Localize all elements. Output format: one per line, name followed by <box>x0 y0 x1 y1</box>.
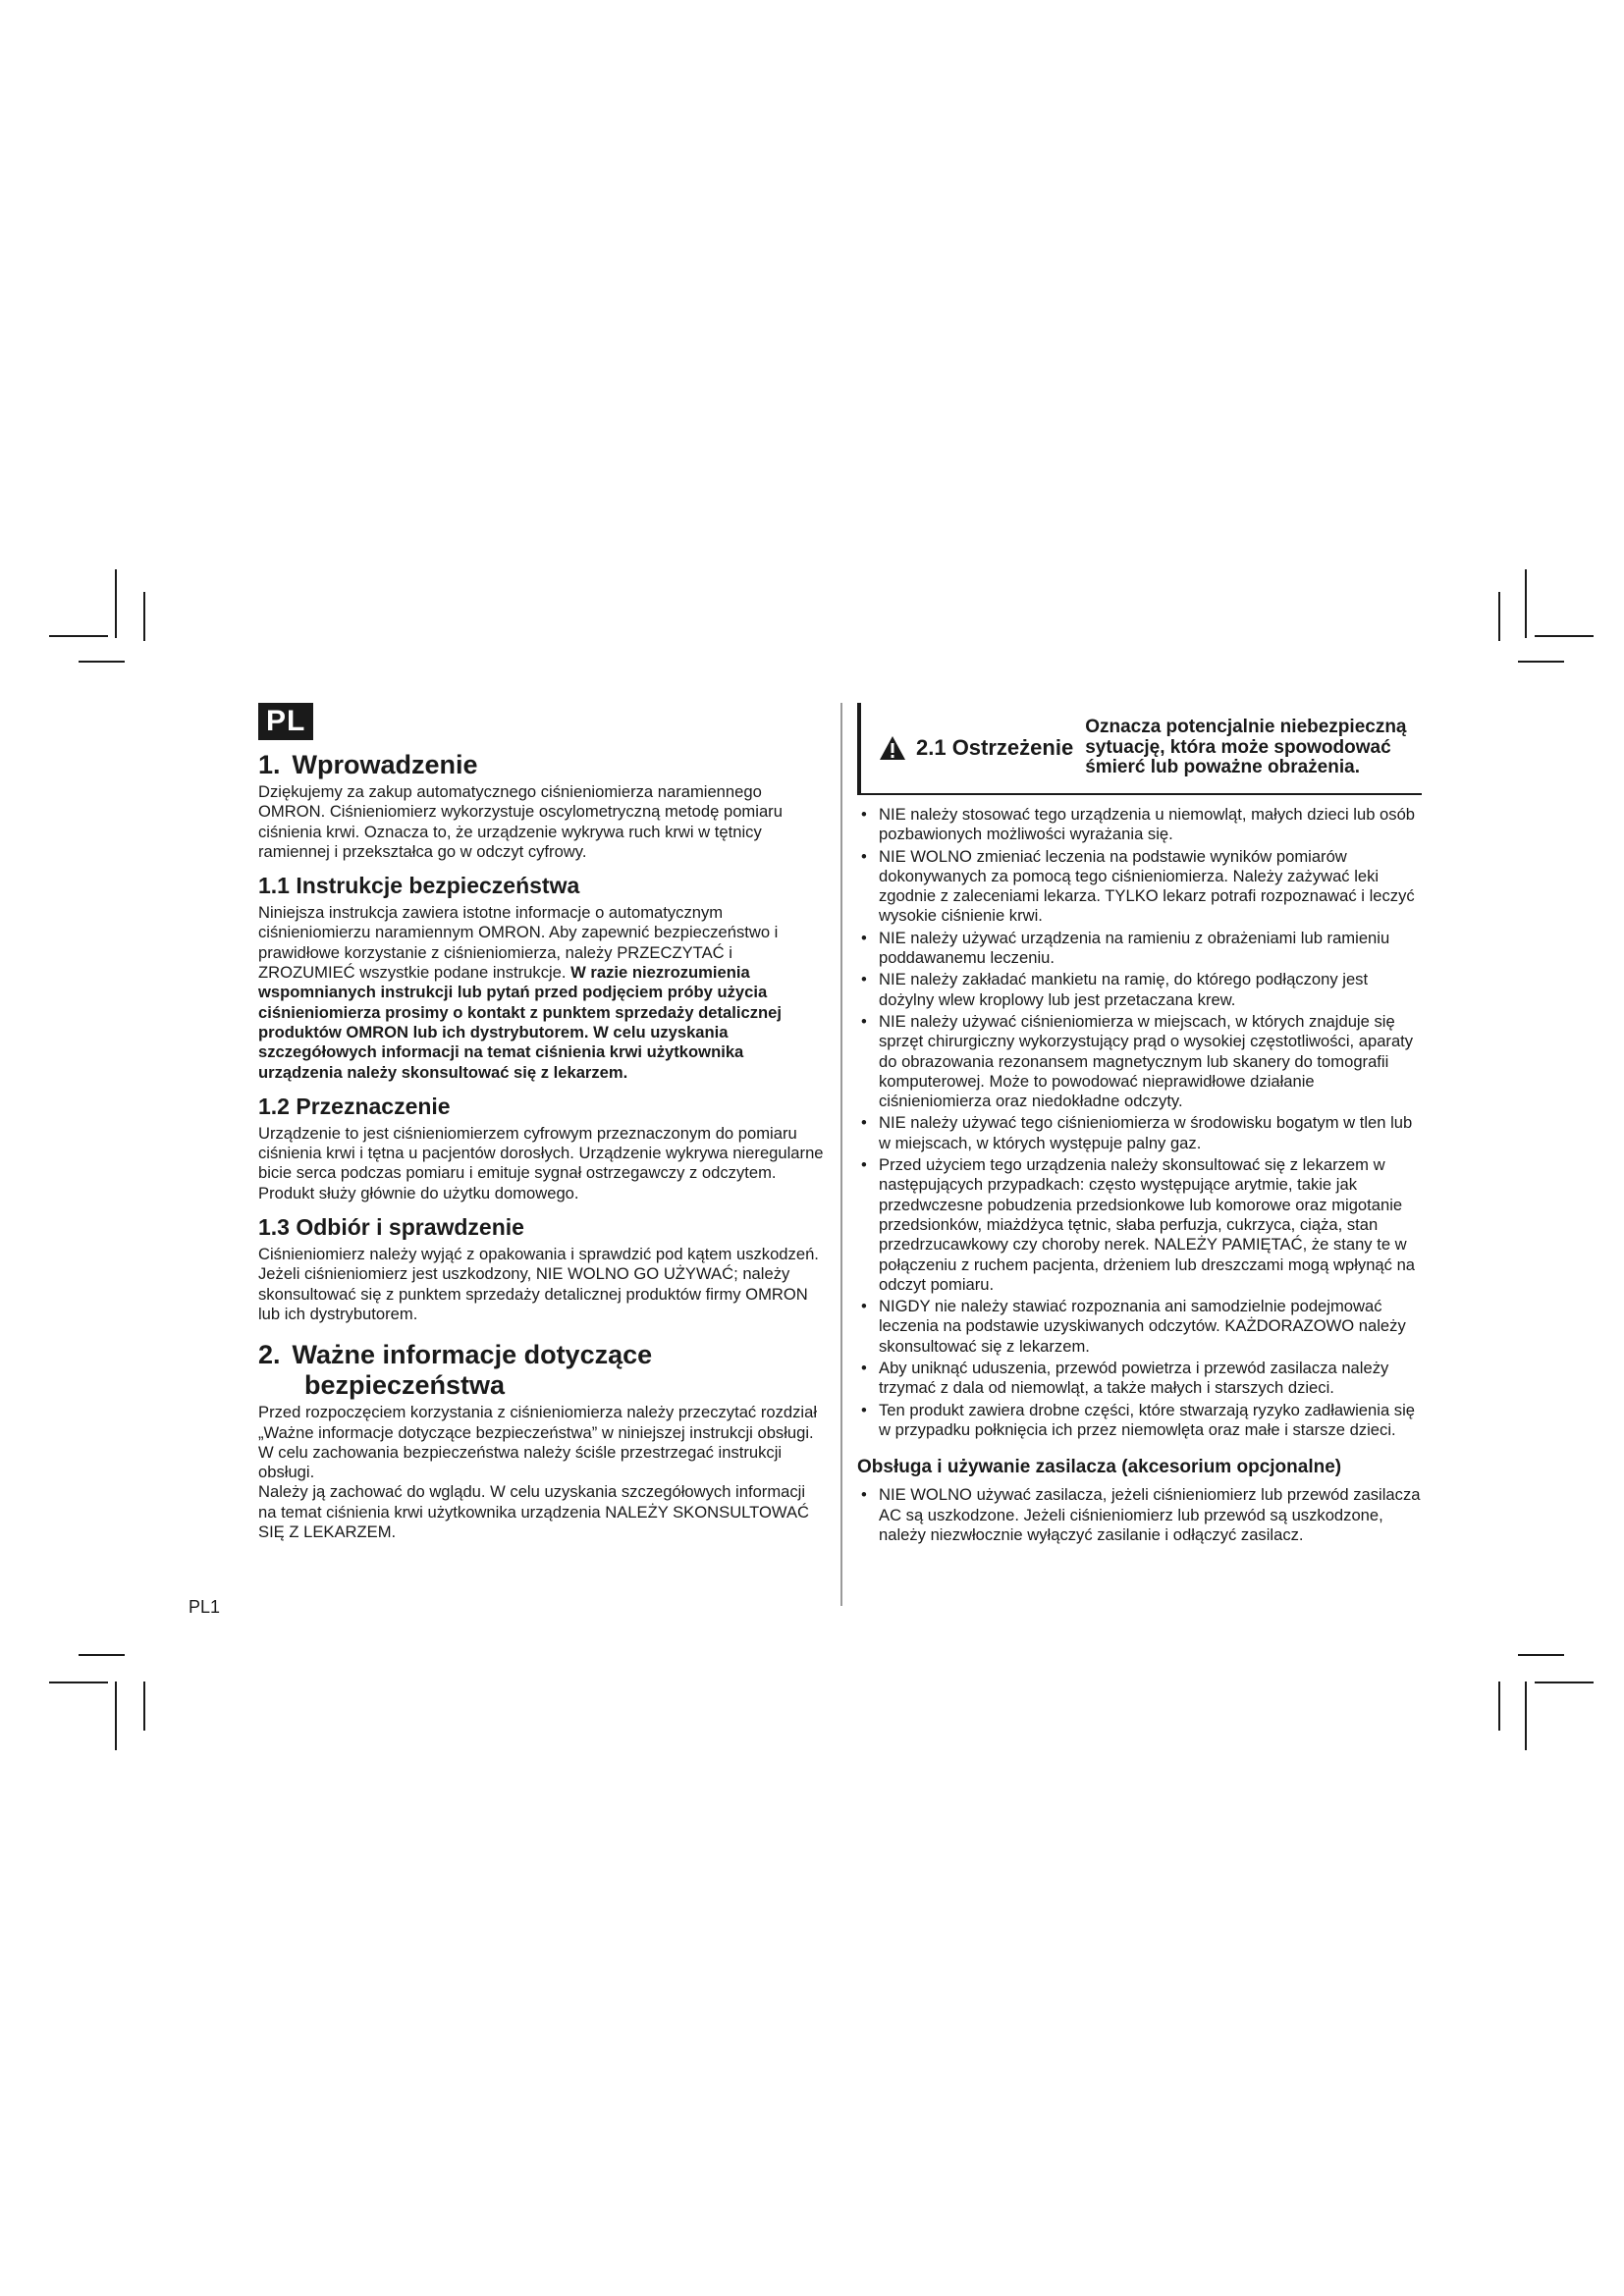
bullet-marker: • <box>861 1297 867 1316</box>
warning-list <box>857 805 1422 1440</box>
right-column <box>857 703 1422 1547</box>
adapter-heading: Obsługa i używanie zasilacza (akcesorium opcjonalne) <box>857 1457 1342 1478</box>
bullet-marker: • <box>861 1011 867 1031</box>
left-column <box>258 703 828 1542</box>
list-item-text: Przed użyciem tego urządzenia należy skonsultować się z lekarzem w następujących przypadkach: często występujące arytmie, takie jak przedwczesne pobudzenia przedsionkowe lub komorowe oraz migotanie przedsionków, miażdżyca tętnic, słaba perfuzja, cukrzyca, ciąża, stan przedrzucawkowy czy choroby nerek. NALEŻY PAMIĘTAĆ, że stany te w połączeniu z ruchem pacjenta, drżeniem lub dreszczami mogą wpłynąć na odczyt pomiaru. <box>879 1155 1416 1294</box>
bullet-marker: • <box>861 1359 867 1378</box>
crop-mark <box>1518 1654 1564 1656</box>
list-item <box>857 1401 1422 1441</box>
list-item-text: NIE należy stosować tego urządzenia u niemowląt, małych dzieci lub osób pozbawionych możliwości wyrażania się. <box>879 805 1416 844</box>
list-item <box>857 1485 1422 1545</box>
list-item-text: NIE należy używać tego ciśnieniomierza w środowisku bogatym w tlen lub w miejscach, w których występuje palny gaz. <box>879 1113 1413 1152</box>
bullet-marker: • <box>861 846 867 866</box>
warning-header <box>857 703 1422 795</box>
intended-use-text: Urządzenie to jest ciśnieniomierzem cyfrowym przeznaczonym do pomiaru ciśnienia krwi i tętna u pacjentów dorosłych. Urządzenie wykrywa nieregularne bicie serca podczas pomiaru i emituje sygnał ostrzegawczy z odczytem. Produkt służy głównie do użytku domowego. <box>258 1123 824 1202</box>
crop-mark <box>1535 635 1594 637</box>
section-title: Wprowadzenie <box>292 750 478 779</box>
list-item <box>857 805 1422 845</box>
list-item-text: NIE WOLNO zmieniać leczenia na podstawie wyników pomiarów dokonywanych za pomocą tego ciśnieniomierza. Należy zażywać leki zgodnie z zaleceniami lekarza. TYLKO lekarz potrafi rozpoznawać i leczyć wysokie ciśnienie krwi. <box>879 846 1415 926</box>
list-item-text: NIE należy używać urządzenia na ramieniu z obrażeniami lub ramieniu poddawanemu leczeniu. <box>879 928 1390 968</box>
section-number: 2. <box>258 1340 281 1370</box>
important-info-text-1: Przed rozpoczęciem korzystania z ciśnieniomierza należy przeczytać rozdział „Ważne informacje dotyczące bezpieczeństwa” w niniejszej instrukcji obsługi. W celu zachowania bezpieczeństwa należy ściśle przestrzegać instrukcji obsługi. <box>258 1403 818 1482</box>
warning-description: Oznacza potencjalnie niebezpieczną sytuację, która może spowodować śmierć lub poważne obrażenia. <box>1085 717 1407 778</box>
bullet-marker: • <box>861 1113 867 1133</box>
warning-title-text: 2.1 Ostrzeżenie <box>916 735 1074 760</box>
crop-mark <box>143 592 145 641</box>
bullet-marker: • <box>861 1400 867 1419</box>
section-2-heading <box>258 1340 828 1401</box>
list-item <box>857 929 1422 969</box>
crop-mark <box>115 1682 117 1750</box>
safety-bold-text: W razie niezrozumienia wspomnianych instrukcji lub pytań przed podjęciem próby użycia ciśnieniomierza prosimy o kontakt z punktem sprzedaży detalicznej produktów OMRON lub ich dystrybutorem. W celu uzyskania szczegółowych informacji na temat ciśnienia krwi użytkownika urządzenia należy skonsultować się z lekarzem. <box>258 963 782 1082</box>
section-title-line2: bezpieczeństwa <box>304 1370 506 1401</box>
crop-mark <box>79 1654 125 1656</box>
section-number: 1. <box>258 750 281 779</box>
bullet-marker: • <box>861 1485 867 1505</box>
safety-plain-text: Niniejsza instrukcja zawiera istotne informacje o automatycznym ciśnieniomierzu naramiennym OMRON. Aby zapewnić bezpieczeństwo i prawidłowe korzystanie z ciśnieniomierza, należy PRZECZYTAĆ i ZROZUMIEĆ wszystkie podane instrukcje. <box>258 903 779 983</box>
language-badge: PL <box>258 703 313 740</box>
list-item <box>857 1012 1422 1111</box>
important-info-text-2: Należy ją zachować do wglądu. W celu uzyskania szczegółowych informacji na temat ciśnienia krwi użytkownika urządzenia NALEŻY SKONSULTOWAĆ SIĘ Z LEKARZEM. <box>258 1482 810 1542</box>
crop-mark <box>79 661 125 663</box>
warning-triangle-icon <box>879 735 906 761</box>
section-title-line1: Ważne informacje dotyczące <box>292 1340 653 1370</box>
intro-text: Dziękujemy za zakup automatycznego ciśnieniomierza naramiennego OMRON. Ciśnieniomierz wykorzystuje oscylometryczną metodę pomiaru ciśnienia krwi. Oznacza to, że urządzenie wykrywa ruch krwi w tętnicy ramiennej i przekształca go w odczyt cyfrowy. <box>258 782 783 861</box>
list-item <box>857 1113 1422 1153</box>
bullet-marker: • <box>861 805 867 824</box>
list-item-text: NIE należy zakładać mankietu na ramię, do którego podłączony jest dożylny wlew kroplowy lub jest przetaczana krew. <box>879 970 1369 1009</box>
list-item <box>857 847 1422 927</box>
section-1-2-heading: 1.2 Przeznaczenie <box>258 1093 451 1119</box>
crop-mark <box>1535 1682 1594 1683</box>
crop-mark <box>1525 569 1527 638</box>
warning-title <box>879 735 1073 761</box>
receipt-inspection-text: Ciśnieniomierz należy wyjąć z opakowania i sprawdzić pod kątem uszkodzeń. Jeżeli ciśnieniomierz jest uszkodzony, NIE WOLNO GO UŻYWAĆ; należy skonsultować się z punktem sprzedaży detalicznej produktów firmy OMRON lub ich dystrybutorem. <box>258 1245 819 1323</box>
list-item-text: NIE WOLNO używać zasilacza, jeżeli ciśnieniomierz lub przewód zasilacza AC są uszkodzone. Jeżeli ciśnieniomierz lub przewód są uszkodzone, należy niezwłocznie wyłączyć zasilanie i odłączyć zasilacz. <box>879 1485 1421 1544</box>
bullet-marker: • <box>861 928 867 947</box>
crop-mark <box>1525 1682 1527 1750</box>
crop-mark <box>143 1682 145 1731</box>
list-item-text: Aby uniknąć uduszenia, przewód powietrza i przewód zasilacza należy trzymać z dala od niemowląt, a także małych i starszych dzieci. <box>879 1359 1389 1398</box>
bullet-marker: • <box>861 1155 867 1175</box>
crop-mark <box>49 1682 108 1683</box>
crop-mark <box>1498 1682 1500 1731</box>
bullet-marker: • <box>861 970 867 989</box>
list-item <box>857 1359 1422 1399</box>
list-item-text: NIGDY nie należy stawiać rozpoznania ani samodzielnie podejmować leczenia na podstawie uzyskiwanych odczytów. KAŻDORAZOWO należy skonsultować się z lekarzem. <box>879 1297 1406 1356</box>
section-1-3-heading: 1.3 Odbiór i sprawdzenie <box>258 1214 524 1241</box>
crop-mark <box>1518 661 1564 663</box>
crop-mark <box>1498 592 1500 641</box>
crop-mark <box>115 569 117 638</box>
section-1-heading <box>258 750 828 780</box>
list-item <box>857 1297 1422 1357</box>
safety-instructions-text <box>258 903 828 1083</box>
list-item-text: Ten produkt zawiera drobne części, które stwarzają ryzyko zadławienia się w przypadku połknięcia ich przez niemowlęta oraz małe i starsze dzieci. <box>879 1400 1415 1439</box>
list-item <box>857 970 1422 1010</box>
crop-mark <box>49 635 108 637</box>
section-1-1-heading: 1.1 Instrukcje bezpieczeństwa <box>258 873 580 899</box>
list-item <box>857 1155 1422 1295</box>
list-item-text: NIE należy używać ciśnieniomierza w miejscach, w których znajduje się sprzęt chirurgiczny wykorzystujący prąd o wysokiej częstotliwości, aparaty do obrazowania rezonansem magnetycznym lub skanery do tomografii komputerowej. Może to powodować nieprawidłowe działanie ciśnieniomierza oraz niedokładne odczyty. <box>879 1011 1414 1111</box>
adapter-list <box>857 1485 1422 1545</box>
page-number: PL1 <box>189 1597 221 1617</box>
column-divider <box>840 703 842 1606</box>
